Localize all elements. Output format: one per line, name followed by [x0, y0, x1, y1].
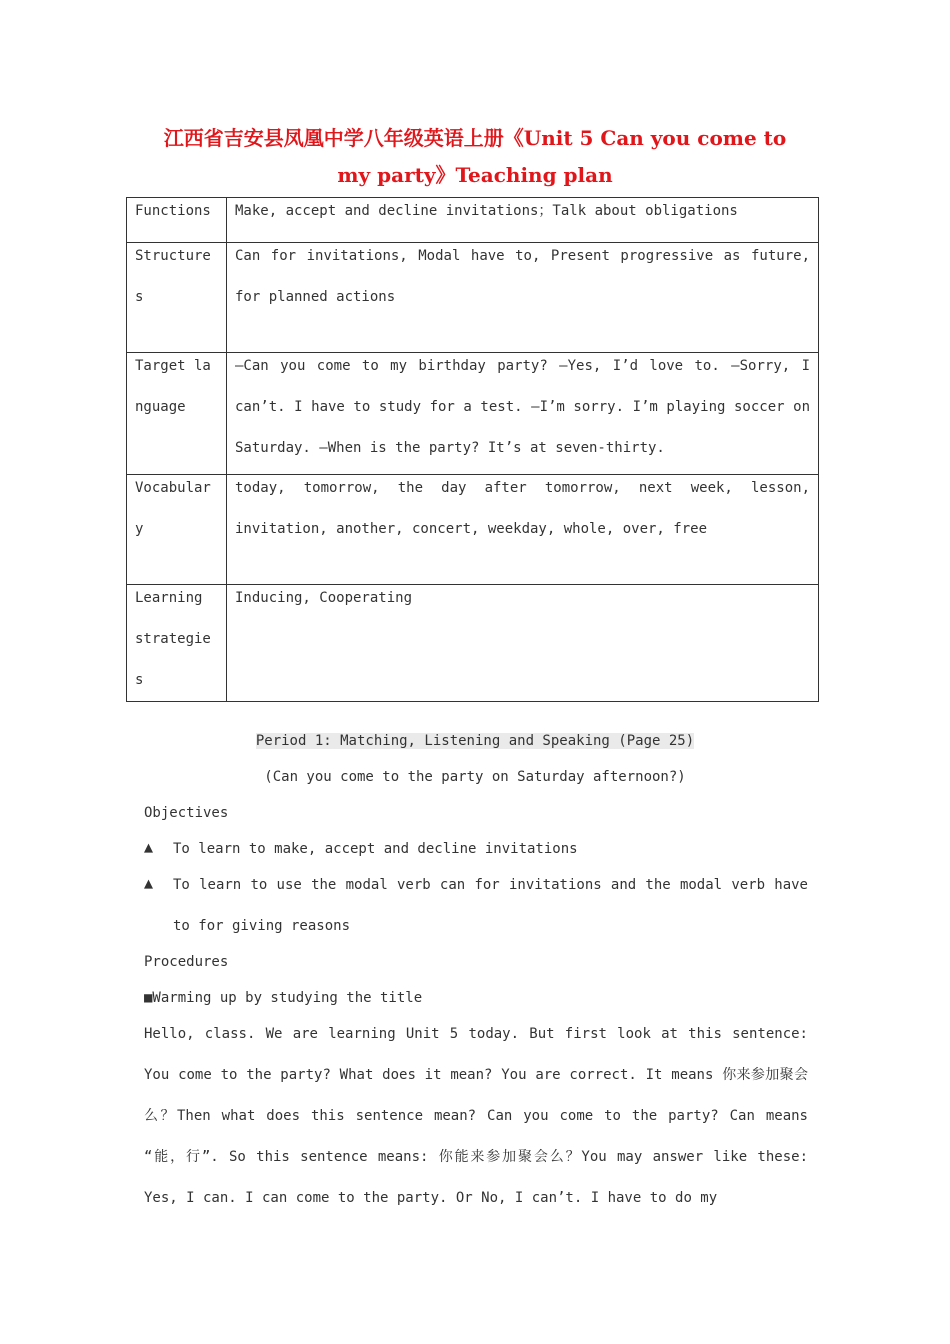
- row-value: Inducing, Cooperating: [227, 585, 819, 702]
- triangle-bullet-icon: ▲: [144, 838, 154, 856]
- row-value: Make, accept and decline invitations；Talk about obligations: [227, 198, 819, 243]
- row-key: Vocabulary: [127, 475, 227, 585]
- table-row: [127, 243, 819, 353]
- warming-heading: ■Warming up by studying the title: [144, 990, 423, 1006]
- period-heading: Period 1: Matching, Listening and Speaking (Page 25): [255, 733, 695, 749]
- procedures-label: Procedures: [144, 954, 229, 970]
- table-row: [127, 353, 819, 475]
- period-subtitle: (Can you come to the party on Saturday afternoon?): [264, 769, 686, 785]
- teaching-plan-table: [126, 197, 819, 702]
- table-row: [127, 475, 819, 585]
- warming-paragraph: Hello, class. We are learning Unit 5 today. But first look at this sentence: You come to the party? What does it mean? You are correct. It means 你来参加聚会么？Then what does this sentence mean? Can you come to the party? Can means “能，行”. So this sentence means: 你能来参加聚会么？You may answer like these: Yes, I can. I can come to the party. Or No, I can’t. I have to do my: [144, 1026, 808, 1206]
- objective-item: To learn to make, accept and decline invitations: [173, 841, 578, 857]
- title-line-1: 江西省吉安县凤凰中学八年级英语上册《Unit 5 Can you come to: [163, 126, 787, 150]
- triangle-bullet-icon: ▲: [144, 874, 154, 892]
- row-value: Can for invitations, Modal have to, Present progressive as future, for planned actions: [227, 243, 819, 353]
- row-key: Structures: [127, 243, 227, 353]
- row-key: Target language: [127, 353, 227, 475]
- title-line-2: my party》Teaching plan: [337, 163, 613, 187]
- document-title: [0, 120, 950, 194]
- objective-item: To learn to use the modal verb can for invitations and the modal verb have to for giving reasons: [173, 877, 808, 934]
- row-key: Learning strategies: [127, 585, 227, 702]
- table-row: [127, 585, 819, 702]
- row-key: Functions: [127, 198, 227, 243]
- objectives-label: Objectives: [144, 805, 229, 821]
- row-value: —Can you come to my birthday party? —Yes, I’d love to. —Sorry, I can’t. I have to study for a test. —I’m sorry. I’m playing soccer on Saturday. —When is the party? It’s at seven-thirty.: [227, 353, 819, 475]
- row-value: today, tomorrow, the day after tomorrow, next week, lesson, invitation, another, concert, weekday, whole, over, free: [227, 475, 819, 585]
